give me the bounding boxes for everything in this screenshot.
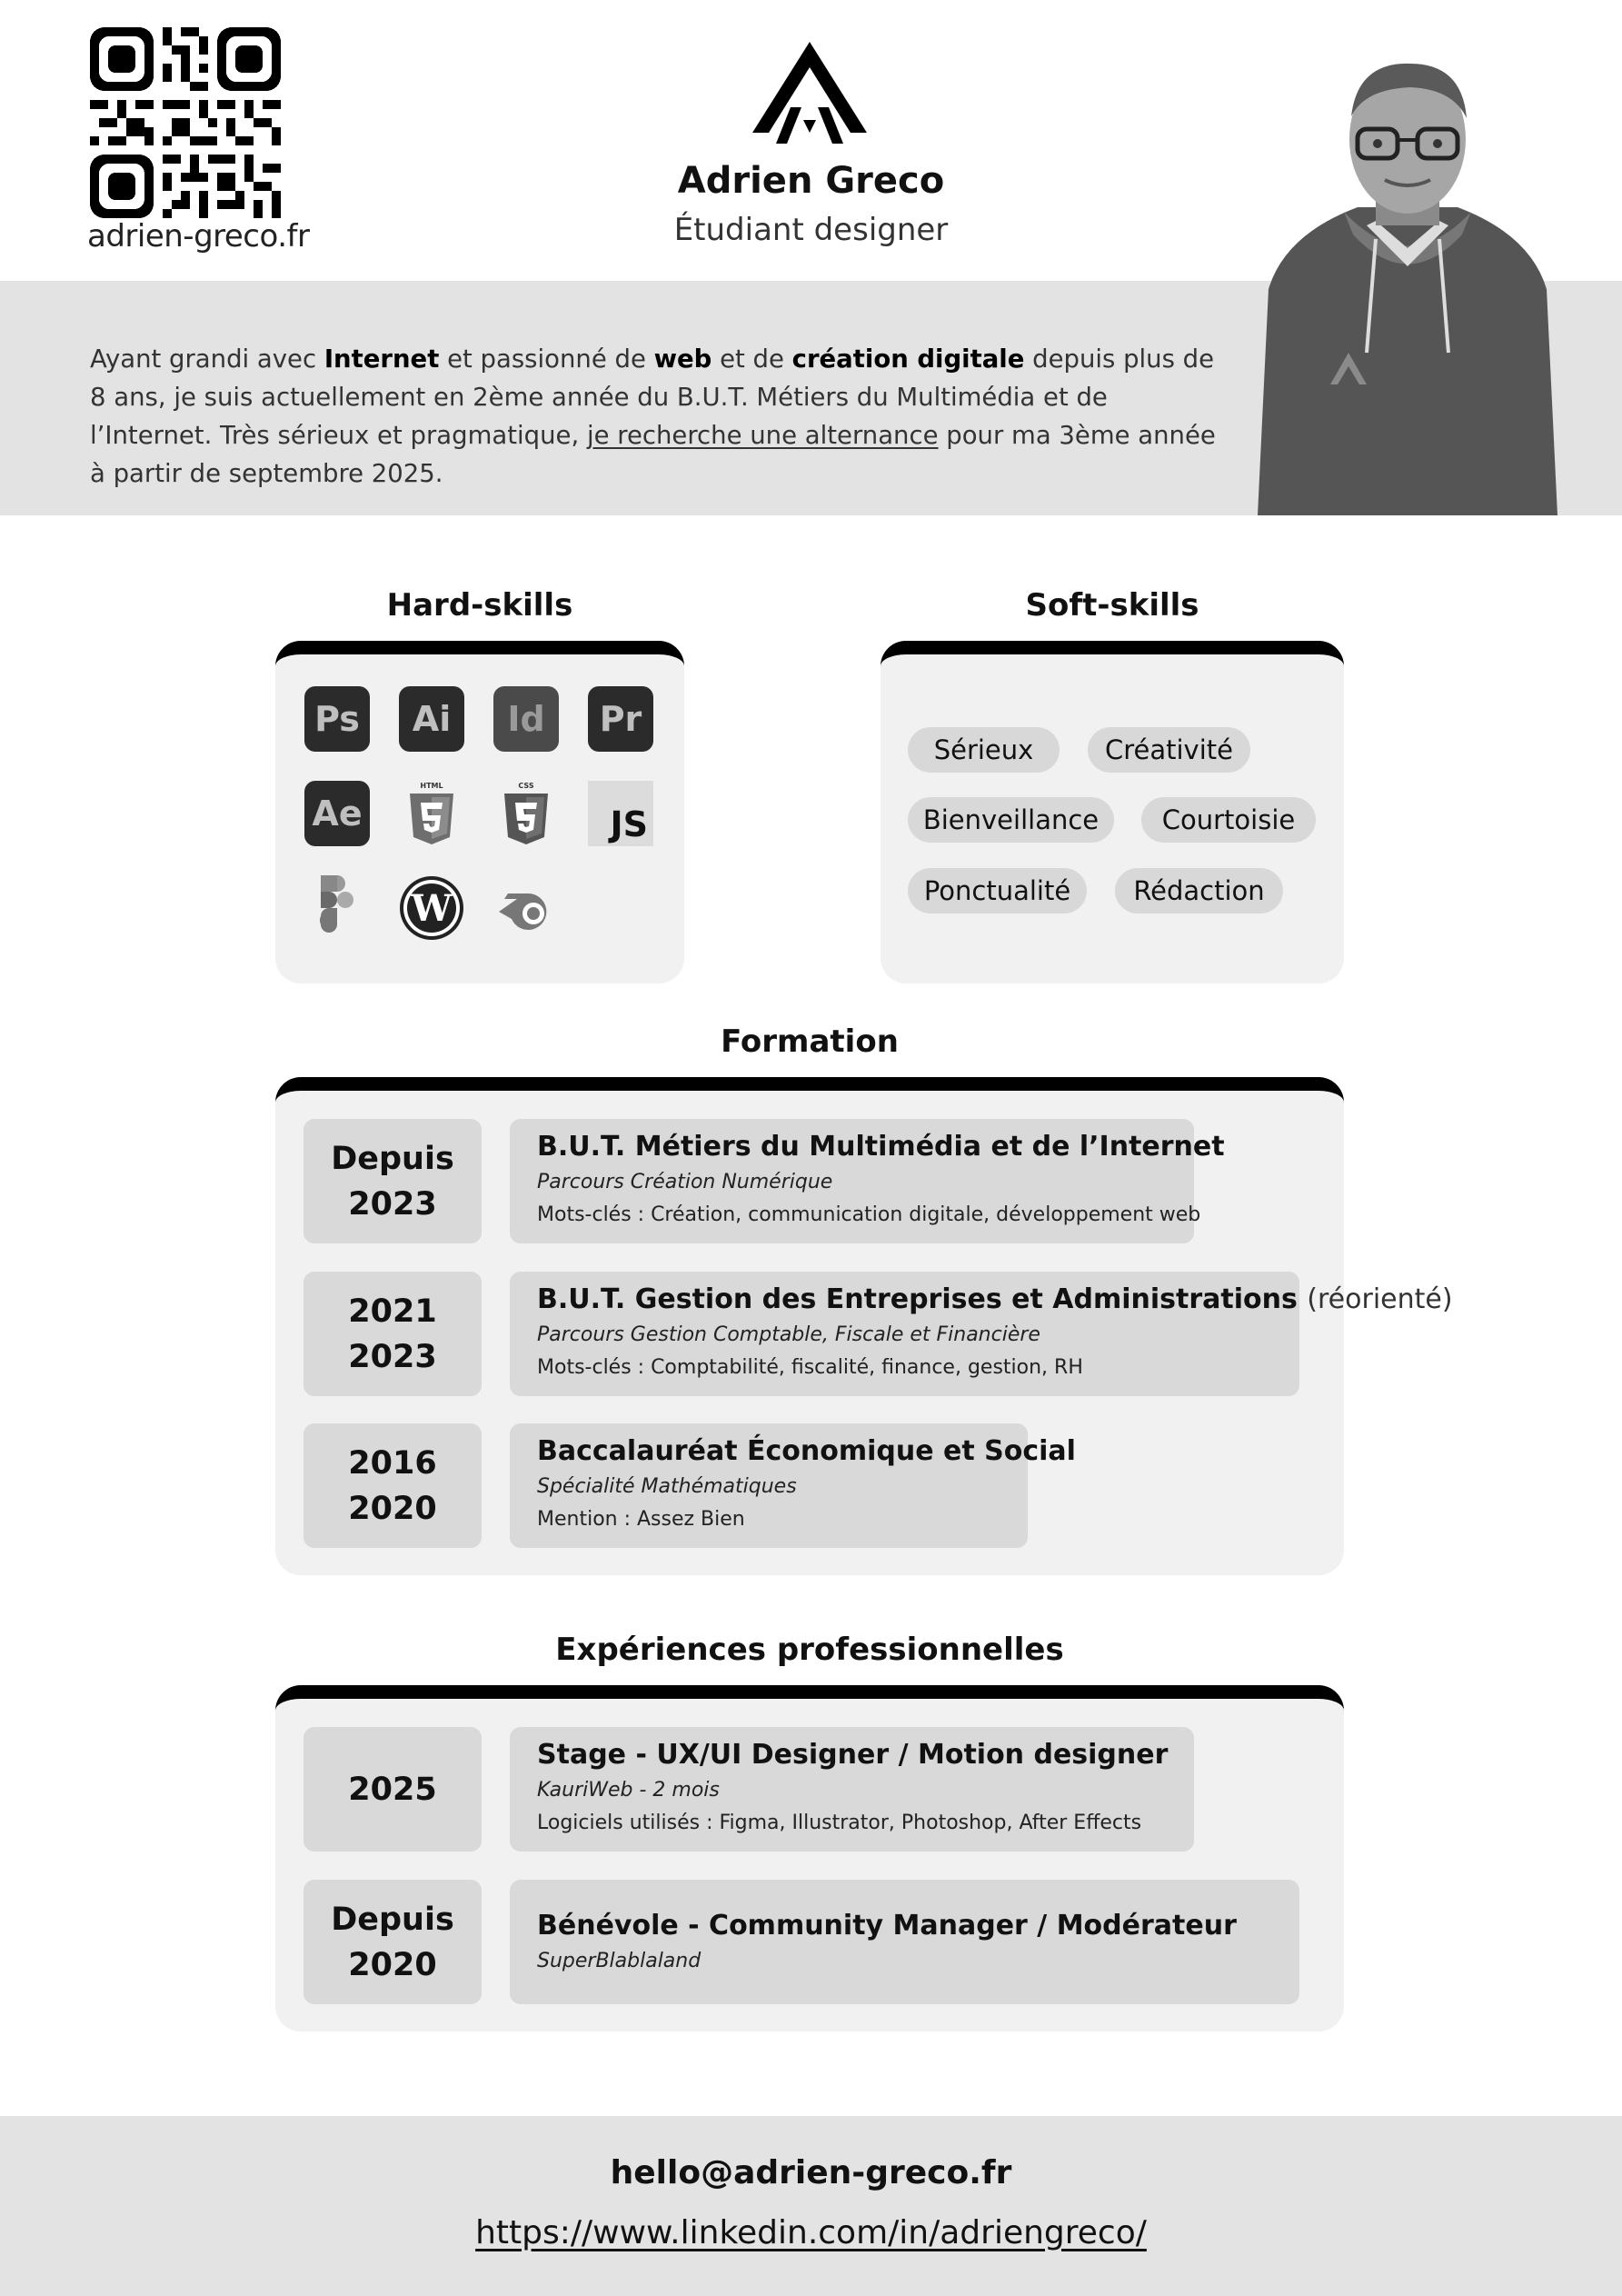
- illustrator-icon: Ai: [399, 686, 464, 752]
- svg-text:W: W: [411, 887, 453, 930]
- css3-icon: [493, 781, 559, 846]
- experience-date-1: Depuis 2020: [304, 1880, 482, 2004]
- figma-icon: [304, 875, 370, 941]
- soft-skills-title: Soft-skills: [1025, 587, 1199, 624]
- svg-text:HTML: HTML: [420, 782, 443, 790]
- premiere-icon: Pr: [588, 686, 653, 752]
- experience-entry-0: Stage - UX/UI Designer / Motion designer KauriWeb - 2 mois Logiciels utilisés : Figma, Illustrator, Photoshop, After Effects: [510, 1727, 1194, 1852]
- html5-icon: [399, 781, 464, 846]
- soft-skill-pill: Courtoisie: [1141, 797, 1316, 843]
- formation-date-0: Depuis 2023: [304, 1119, 482, 1243]
- hard-skills-title: Hard-skills: [386, 587, 573, 624]
- experience-date-0: 2025: [304, 1727, 482, 1852]
- soft-skills-card: [881, 641, 1344, 983]
- soft-skill-pill: Rédaction: [1115, 868, 1283, 913]
- formation-entry-2: Baccalauréat Économique et Social Spécialité Mathématiques Mention : Assez Bien: [510, 1423, 1028, 1548]
- formation-entry-0: B.U.T. Métiers du Multimédia et de l’Internet Parcours Création Numérique Mots-clés : Création, communication digitale, développement web: [510, 1119, 1194, 1243]
- person-name: Adrien Greco: [677, 160, 945, 202]
- soft-skill-pill: Sérieux: [908, 727, 1060, 773]
- website-label[interactable]: adrien-greco.fr: [87, 218, 310, 255]
- formation-title: Formation: [721, 1023, 899, 1060]
- photoshop-icon: Ps: [304, 686, 370, 752]
- experience-entry-1: Bénévole - Community Manager / Modérateur SuperBlablaland: [510, 1880, 1299, 2004]
- footer-band: [0, 2116, 1622, 2296]
- person-role: Étudiant designer: [673, 212, 949, 248]
- soft-skill-pill: Créativité: [1088, 727, 1250, 773]
- formation-date-1: 2021 2023: [304, 1272, 482, 1396]
- experiences-title: Expériences professionnelles: [555, 1632, 1064, 1668]
- svg-text:CSS: CSS: [518, 782, 534, 790]
- linkedin-link[interactable]: https://www.linkedin.com/in/adriengreco/: [475, 2214, 1147, 2251]
- intro-text: Ayant grandi avec Internet et passionné de web et de création digitale depuis plus de 8 ans, je suis actuellement en 2ème année du B.U.T. Métiers du Multimédia et de l’Internet. Très sérieux et pragmatique, je recherche une alternance pour ma 3ème année à partir de septembre 2025.: [90, 344, 1216, 488]
- alternance-highlight: je recherche une alternance: [586, 421, 939, 450]
- indesign-icon: Id: [493, 686, 559, 752]
- javascript-icon: JS: [588, 781, 653, 846]
- soft-skill-pill: Ponctualité: [908, 868, 1087, 913]
- after-effects-icon: Ae: [304, 781, 370, 846]
- formation-entry-1: B.U.T. Gestion des Entreprises et Administrations (réorienté) Parcours Gestion Comptable, Fiscale et Financière Mots-clés : Comptabilité, fiscalité, finance, gestion, RH: [510, 1272, 1299, 1396]
- soft-skill-pill: Bienveillance: [908, 797, 1114, 843]
- ag-logo-icon: [752, 42, 867, 144]
- formation-date-2: 2016 2020: [304, 1423, 482, 1548]
- hard-skills-card: [275, 641, 684, 983]
- email-link[interactable]: hello@adrien-greco.fr: [610, 2154, 1012, 2191]
- portrait-photo: [1258, 53, 1557, 515]
- wordpress-icon: [399, 875, 464, 941]
- blender-icon: [493, 875, 559, 941]
